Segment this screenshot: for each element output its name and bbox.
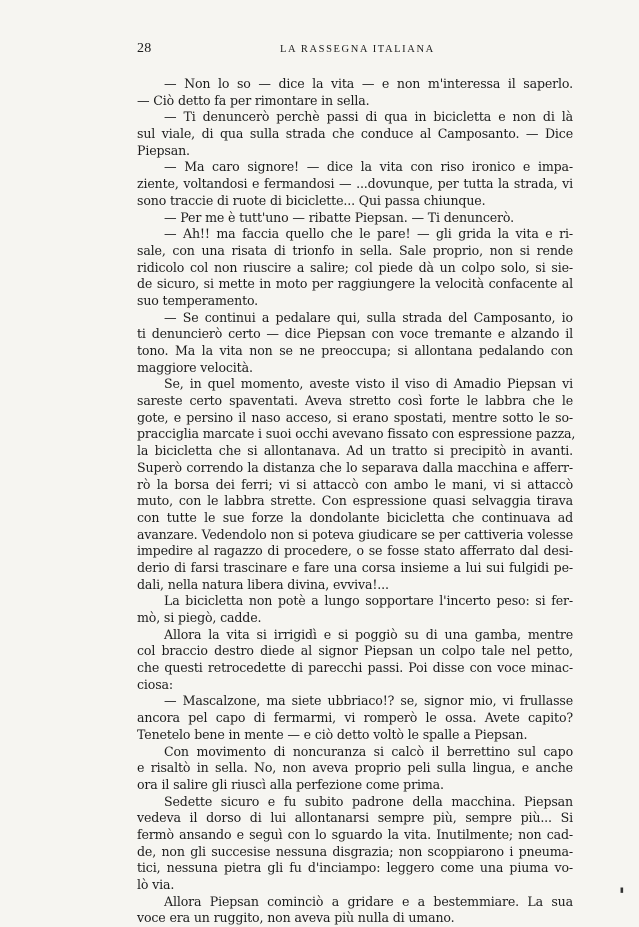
text-line: tici, nessuna pietra gli fu d'inciampo: leggero come una piuma vo- <box>137 860 573 876</box>
text-line: La bicicletta non potè a lungo sopportare l'incerto peso: si fer- <box>164 593 573 609</box>
text-line: — Se continui a pedalare qui, sulla strada del Camposanto, io <box>164 309 573 325</box>
text-line: de sicuro, si mette in moto per raggiungere la velocità confacente al <box>137 276 573 292</box>
text-line: Sedette sicuro e fu subito padrone della macchina. Piepsan <box>164 793 573 809</box>
text-line: la bicicletta che si allontanava. Ad un tratto si precipitò in avanti. <box>137 443 573 459</box>
text-line: pracciglia marcate i suoi occhi avevano fissato con espressione pazza, <box>137 426 576 442</box>
page-number: 28 <box>137 41 152 56</box>
text-line: — Ti denuncerò perchè passi di qua in bicicletta e non di là <box>164 109 573 125</box>
text-line: ora il salire gli riuscì alla perfezione come prima. <box>137 776 444 792</box>
running-head: LA RASSEGNA ITALIANA <box>280 44 435 55</box>
text-line: — Ma caro signore! — dice la vita con riso ironico e impa- <box>164 159 573 175</box>
text-line: Con movimento di noncuranza si calcò il berrettino sul capo <box>164 743 573 759</box>
text-line: che questi retrocedette di parecchi passi. Poi disse con voce minac- <box>137 660 573 676</box>
text-line: mò, si piegò, cadde. <box>137 610 262 625</box>
text-line: — Mascalzone, ma siete ubbriaco!? se, signor mio, vi frullasse <box>164 693 573 709</box>
margin-mark: ▮ <box>620 886 624 894</box>
text-line: derio di farsi trascinare e fare una corsa insieme a lui sui fulgidi pe- <box>137 559 573 575</box>
text-line: Se, in quel momento, aveste visto il viso di Amadio Piepsan vi <box>164 376 573 392</box>
text-line: maggiore velocità. <box>137 359 253 375</box>
text-line: rò la borsa dei ferri; vi si attaccò con ambo le mani, vi si attaccò <box>137 476 573 492</box>
text-line: — Ciò detto fa per rimontare in sella. <box>137 92 370 108</box>
text-line: muto, con le labbra strette. Con espressione quasi selvaggia tirava <box>137 493 573 509</box>
text-line: sale, con una risata di trionfo in sella. Sale proprio, non si rende <box>137 242 573 258</box>
text-line: suo temperamento. <box>137 292 259 308</box>
text-line: ridicolo col non riuscire a salire; col piede dà un colpo solo, si sie- <box>137 259 573 275</box>
text-line: ziente, voltandosi e fermandosi — ...dovunque, per tutta la strada, vi <box>137 176 573 192</box>
text-line: Allora la vita si irrigidì e si poggiò su di una gamba, mentre <box>164 626 573 642</box>
text-line: Piepsan. <box>137 142 190 158</box>
text-line: gote, e persino il naso acceso, si erano spostati, mentre sotto le so- <box>137 409 573 425</box>
text-line: con tutte le sue forze la dondolante bicicletta che continuava ad <box>137 509 573 525</box>
text-line: vedeva il dorso di lui allontanarsi sempre più, sempre più... Si <box>137 810 573 826</box>
text-line: impedire al ragazzo di procedere, o se fosse stato afferrato dal desi- <box>137 543 573 559</box>
text-line: voce era un ruggito, non aveva più nulla di umano. <box>137 910 455 926</box>
text-line: fermò ansando e seguì con lo sguardo la vita. Inutilmente; non cad- <box>137 826 573 842</box>
text-line: Superò correndo la distanza che lo separava dalla macchina e afferr- <box>137 459 573 475</box>
text-line: ciosa: <box>137 676 173 692</box>
text-line: col braccio destro diede al signor Piepsan un colpo tale nel petto, <box>137 643 573 659</box>
text-line: — Per me è tutt'uno — ribatte Piepsan. — Ti denuncerò. <box>164 209 514 225</box>
text-line: e risaltò in sella. No, non aveva proprio peli sulla lingua, e anche <box>137 760 573 776</box>
text-line: dali, nella natura libera divina, evviva!... <box>137 576 389 592</box>
text-line: sul viale, di qua sulla strada che conduce al Camposanto. — Dice <box>137 126 573 142</box>
text-line: — Ah!! ma faccia quello che le pare! — gli grida la vita e ri- <box>164 226 573 242</box>
text-line: sareste certo spaventati. Aveva stretto così forte le labbra che le <box>137 393 573 409</box>
text-line: tono. Ma la vita non se ne preoccupa; si allontana pedalando con <box>137 343 573 358</box>
text-line: avanzare. Vedendolo non si poteva giudicare se per cattiveria volesse <box>137 526 573 542</box>
text-line: — Non lo so — dice la vita — e non m'interessa il saperlo. <box>164 76 573 91</box>
text-line: ancora pel capo di fermarmi, vi romperò le ossa. Avete capito? <box>137 710 573 726</box>
text-line: Allora Piepsan cominciò a gridare e a bestemmiare. La sua <box>164 893 573 909</box>
text-line: ti denuncierò certo — dice Piepsan con voce tremante e alzando il <box>137 326 573 342</box>
text-line: lò via. <box>137 877 175 892</box>
text-line: sono traccie di ruote di biciclette... Qui passa chiunque. <box>137 192 486 208</box>
text-line: de, non gli succesise nessuna disgrazia; non scoppiarono i pneuma- <box>137 843 573 859</box>
text-line: Tenetelo bene in mente — e ciò detto voltò le spalle a Piepsan. <box>137 726 528 742</box>
body-text <box>137 76 576 927</box>
